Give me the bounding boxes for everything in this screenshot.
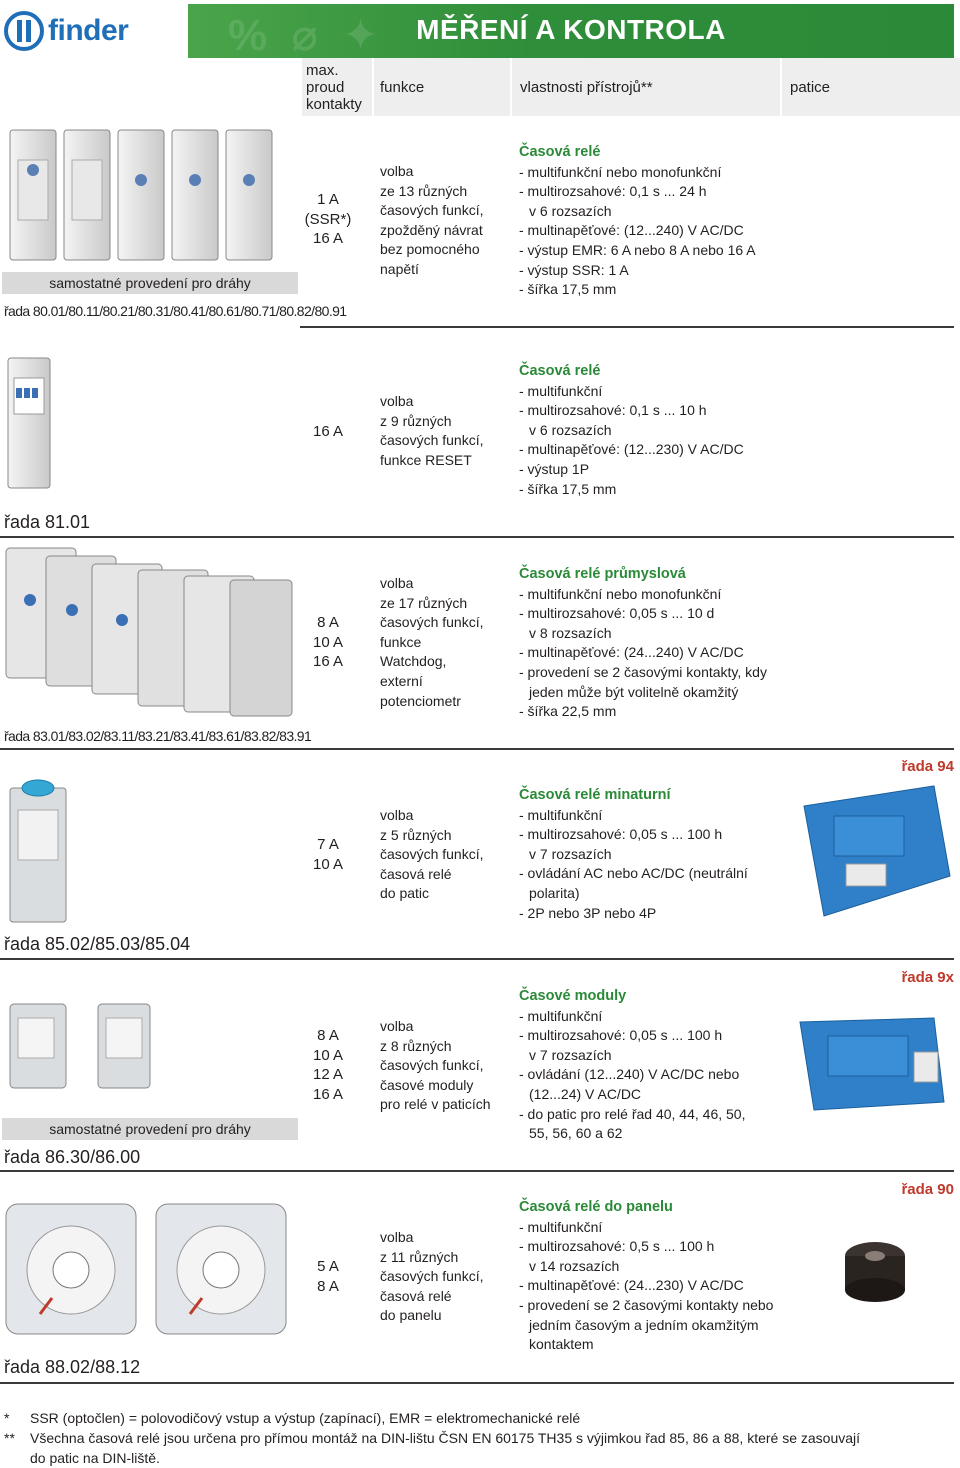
max-current-81: 16 A	[312, 423, 344, 440]
function-86: volba z 8 různých časových funkcí, časové moduly pro relé v paticích	[380, 1018, 491, 1113]
socket-label-9x: řada 9x	[901, 969, 954, 986]
rail-strip-80: samostatné provedení pro dráhy	[2, 272, 298, 294]
col-header-socket: patice	[782, 58, 960, 116]
socket-label-90: řada 90	[901, 1181, 954, 1198]
footnote: do patic na DIN-liště.	[30, 1450, 160, 1466]
row-divider	[0, 536, 954, 538]
function-85: volba z 5 různých časových funkcí, časová relé do patic	[380, 807, 484, 902]
socket-9x-image	[784, 992, 954, 1132]
series-label-81: řada 81.01	[4, 512, 91, 532]
props-title-88: Časová relé do panelu	[519, 1199, 673, 1215]
col-header-current-line: proud	[306, 78, 345, 96]
footnote: ** Všechna časová relé jsou určena pro přímou montáž na DIN-lištu ČSN EN 60175 TH35 s výjimkou řad 85, 86 a 88, které se zasouvají	[4, 1430, 861, 1446]
props-title-81: Časová relé	[519, 363, 601, 379]
max-current-83: 8 A 10 A 16 A	[312, 614, 344, 671]
max-current-88: 5 A 8 A	[317, 1258, 339, 1295]
function-88: volba z 11 různých časových funkcí, časová relé do panelu	[380, 1229, 484, 1324]
max-current-86: 8 A 10 A 12 A 16 A	[312, 1027, 344, 1103]
socket-label-94: řada 94	[901, 758, 954, 775]
brand-name: finder	[48, 14, 129, 47]
props-80: Časová relé - multifunkční nebo monofunkční - multirozsahové: 0,1 s ... 24 h v 6 rozsazích - multinapěťové: (12...240) V AC/DC - výstup EMR: 6 A nebo 8 A nebo 16 A - výstup SSR: 1 A - šířka 17,5 mm	[519, 143, 779, 300]
finder-logo-icon	[4, 11, 44, 51]
socket-90-image	[830, 1226, 920, 1316]
socket-94-image	[784, 766, 954, 936]
series-label-80: řada 80.01/80.11/80.21/80.31/80.41/80.61/80.71/80.82/80.91	[4, 303, 347, 319]
relay-88-image	[2, 1198, 298, 1348]
row-divider	[0, 748, 954, 750]
props-title-83: Časová relé průmyslová	[519, 566, 686, 582]
function-80: volba ze 13 různých časových funkcí, zpožděný návrat bez pomocného napětí	[380, 163, 484, 277]
title-banner	[188, 4, 954, 58]
relay-81-image	[2, 348, 82, 498]
relay-83-image	[2, 540, 298, 720]
rail-strip-86: samostatné provedení pro dráhy	[2, 1118, 298, 1140]
page-title: MĚŘENÍ A KONTROLA	[416, 14, 726, 45]
props-88: Časová relé do panelu - multifunkční - multirozsahové: 0,5 s ... 100 h v 14 rozsazích - multinapěťové: (24...230) V AC/DC - provedení se 2 časovými kontakty nebo jedním časovým a jedním okamžitým kontaktem	[519, 1198, 779, 1355]
max-current-85: 7 A 10 A	[312, 836, 344, 873]
props-title-86: Časové moduly	[519, 988, 627, 1004]
function-81: volba z 9 různých časových funkcí, funkce RESET	[380, 393, 484, 468]
series-label-83: řada 83.01/83.02/83.11/83.21/83.41/83.61/83.82/83.91	[4, 728, 312, 744]
banner-decoration: % ⌀ ✦	[228, 11, 385, 58]
col-header-props: vlastnosti přístrojů**	[512, 58, 780, 116]
col-header-function: funkce	[374, 58, 516, 116]
series-label-86: řada 86.30/86.00	[4, 1147, 141, 1167]
series-label-85: řada 85.02/85.03/85.04	[4, 934, 191, 954]
props-81: Časová relé - multifunkční - multirozsahové: 0,1 s ... 10 h v 6 rozsazích - multinapěťové: (12...230) V AC/DC - výstup 1P - šířka 17,5 mm	[519, 362, 779, 499]
props-86: Časové moduly - multifunkční - multirozsahové: 0,05 s ... 100 h v 7 rozsazích - ovládání (12...240) V AC/DC nebo (12...24) V AC/DC - do patic pro relé řad 40, 44, 46, 50, 55, 56, 60 a 62	[519, 987, 779, 1144]
max-current-80: 1 A (SSR*) 16 A	[304, 191, 352, 248]
row-divider	[0, 1382, 954, 1384]
relay-80-image	[2, 120, 298, 270]
row-divider	[0, 958, 954, 960]
series-label-88: řada 88.02/88.12	[4, 1357, 141, 1377]
col-header-current-line: max.	[306, 61, 339, 79]
relay-86-image	[2, 990, 202, 1110]
props-title-80: Časová relé	[519, 144, 601, 160]
col-header-current	[302, 58, 374, 116]
function-83: volba ze 17 různých časových funkcí, funkce Watchdog, externí potenciometr	[380, 575, 484, 709]
props-83: Časová relé průmyslová - multifunkční nebo monofunkční - multirozsahové: 0,05 s ... 10 d v 8 rozsazích - multinapěťové: (24...240) V AC/DC - provedení se 2 časovými kontakty, kdy jeden může být volitelně okamžitý - šířka 22,5 mm	[519, 565, 779, 722]
footnote: * SSR (optočlen) = polovodičový vstup a výstup (zapínací), EMR = elektromechanické relé	[4, 1410, 581, 1426]
row-divider	[0, 1170, 954, 1172]
row-divider	[300, 326, 954, 328]
relay-85-image	[2, 770, 82, 930]
footnotes	[4, 1408, 944, 1468]
props-title-85: Časová relé minaturní	[519, 787, 671, 803]
finder-logo	[4, 8, 154, 54]
col-header-current-line: kontakty	[306, 95, 362, 113]
props-85: Časová relé minaturní - multifunkční - multirozsahové: 0,05 s ... 100 h v 7 rozsazích - ovládání AC nebo AC/DC (neutrální polarita) - 2P nebo 3P nebo 4P	[519, 786, 779, 923]
